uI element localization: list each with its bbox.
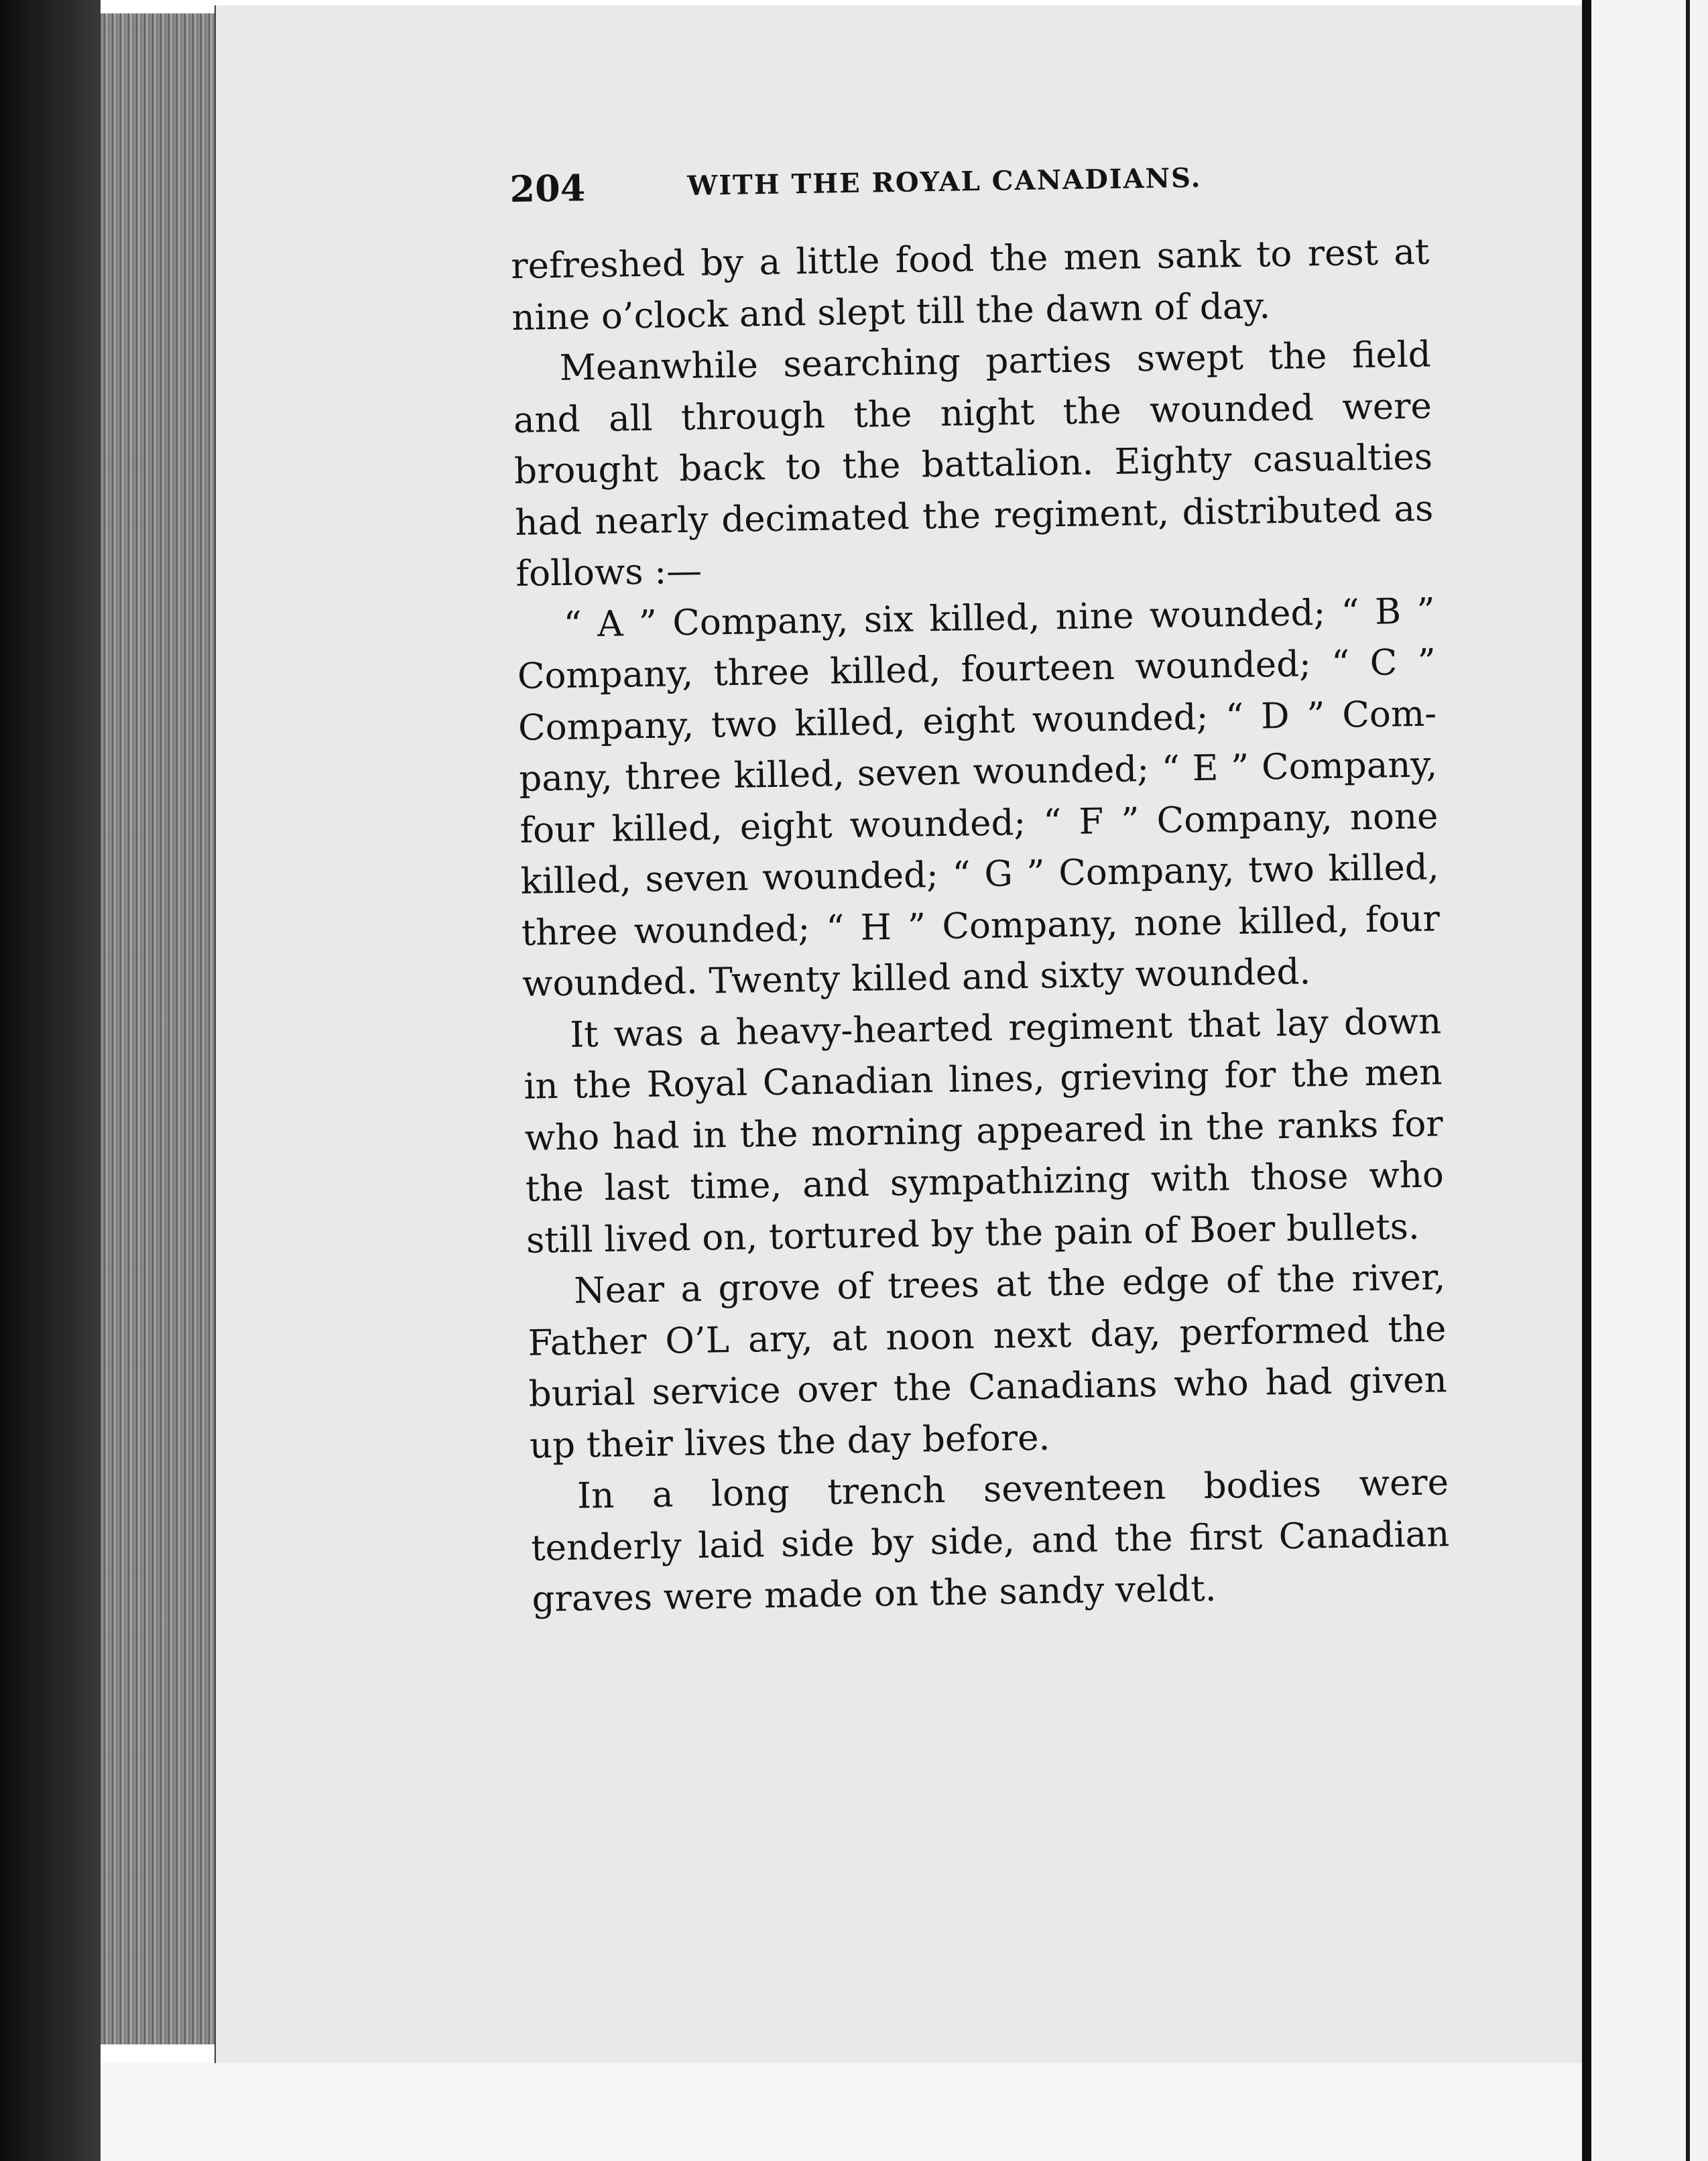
page-stack-edges — [101, 13, 217, 2044]
page-gutter — [1582, 0, 1591, 2161]
paragraph-burial-service: Near a grove of trees at the edge of the river, Father O’L ary, at noon next day, performed the burial service over the Canadians who had given up their lives the day before. — [528, 1257, 1448, 1467]
paragraph-continuation: refreshed by a little food the men sank to rest at nine o’clock and slept till the dawn of day. — [510, 231, 1430, 338]
facing-page-border — [1686, 0, 1690, 2161]
scan-bottom-margin — [101, 2063, 1582, 2161]
running-title: WITH THE ROYAL CANADIANS. — [687, 162, 1202, 202]
book-spine-edge — [0, 0, 101, 2161]
paragraph-graves: In a long trench seventeen bodies were tenderly laid side by side, and the first Canadian graves were made on the sandy veldt. — [530, 1462, 1450, 1620]
paragraph-casualty-list: “ A ” Company, six killed, nine wounded; “ B ” Company, three killed, fourteen wounded; “ C ” Company, two killed, eight wounded; “ D ” Company, three killed, seven wounded; “ E ” Company, four killed, eight wounded; “ F ” Company, none killed, seven wounded; “ G ” Company, two killed, three wounded; “ H ” Company, none killed, four wounded. Twenty killed and sixty wounded. — [517, 590, 1441, 1005]
page-text-block — [509, 153, 1451, 1625]
paragraph-heavy-hearted: It was a heavy-hearted regiment that lay down in the Royal Canadian lines, grieving for the men who had in the morning appeared in the ranks for the last time, and sympathizing with those who still lived on, tortured by the pain of Boer bullets. — [524, 1000, 1445, 1261]
page-number: 204 — [509, 166, 586, 210]
paragraph-searching-parties: Meanwhile searching parties swept the field and all through the night the wounded were brought back to the battalion. Eighty casualties had nearly decimated the regiment, distributed as follows :— — [513, 334, 1434, 595]
facing-page-edge — [1591, 0, 1708, 2161]
